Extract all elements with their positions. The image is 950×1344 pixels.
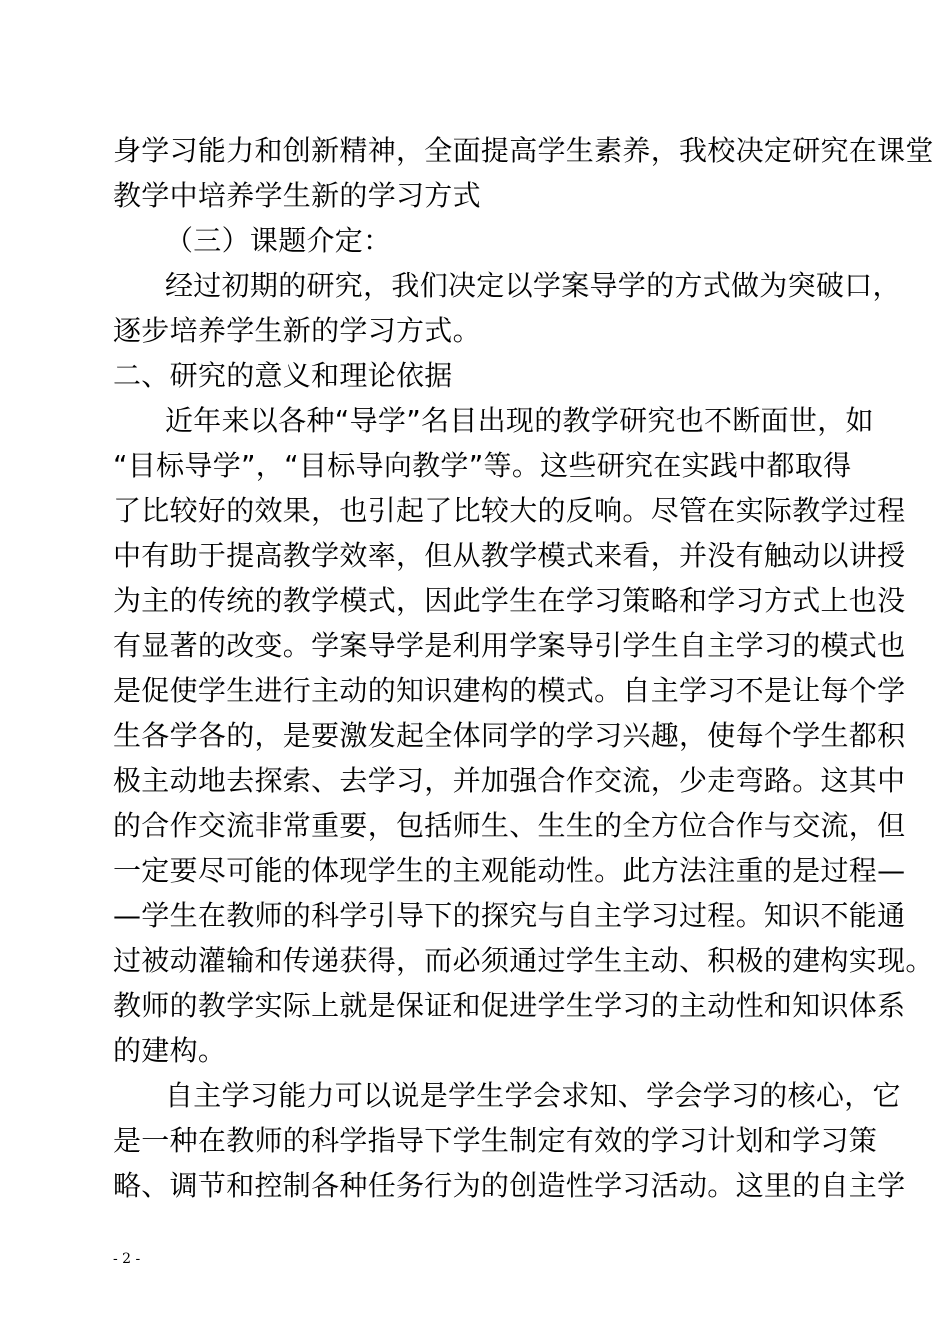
text-line: 的建构。 — [113, 1034, 227, 1067]
text-line: 是一种在教师的科学指导下学生制定有效的学习计划和学习策 — [113, 1124, 878, 1157]
text-line: 生各学各的，是要激发起全体同学的学习兴趣，使每个学生都积 — [113, 719, 906, 752]
text-line: 自主学习能力可以说是学生学会求知、学会学习的核心，它 — [165, 1079, 901, 1112]
text-line: “目标导学”，“目标导向教学”等。这些研究在实践中都取得 — [113, 449, 852, 482]
text-line: 为主的传统的教学模式，因此学生在学习策略和学习方式上也没 — [113, 584, 906, 617]
text-line: 中有助于提高教学效率，但从教学模式来看，并没有触动以讲授 — [113, 539, 906, 572]
text-line: 教学中培养学生新的学习方式 — [113, 179, 481, 212]
text-line: 经过初期的研究，我们决定以学案导学的方式做为突破口， — [165, 269, 901, 302]
text-line: 了比较好的效果，也引起了比较大的反响。尽管在实际教学过程 — [113, 494, 906, 527]
text-line: 是促使学生进行主动的知识建构的模式。自主学习不是让每个学 — [113, 674, 906, 707]
text-line: 有显著的改变。学案导学是利用学案导引学生自主学习的模式也 — [113, 629, 906, 662]
text-line: 身学习能力和创新精神，全面提高学生素养，我校决定研究在课堂 — [113, 134, 934, 167]
text-line: 一定要尽可能的体现学生的主观能动性。此方法注重的是过程— — [113, 854, 906, 887]
section-heading: （三）课题介定： — [165, 224, 392, 257]
text-line: —学生在教师的科学引导下的探究与自主学习过程。知识不能通 — [113, 899, 906, 932]
text-line: 过被动灌输和传递获得，而必须通过学生主动、积极的建构实现。 — [113, 944, 934, 977]
text-line: 逐步培养学生新的学习方式。 — [113, 314, 481, 347]
text-line: 教师的教学实际上就是保证和促进学生学习的主动性和知识体系 — [113, 989, 906, 1022]
text-line: 的合作交流非常重要，包括师生、生生的全方位合作与交流，但 — [113, 809, 906, 842]
text-line: 极主动地去探索、去学习，并加强合作交流，少走弯路。这其中 — [113, 764, 906, 797]
section-heading: 二、研究的意义和理论依据 — [113, 359, 453, 392]
text-line: 略、调节和控制各种任务行为的创造性学习活动。这里的自主学 — [113, 1169, 906, 1202]
text-line: 近年来以各种“导学”名目出现的教学研究也不断面世，如 — [165, 404, 874, 437]
page-number: - 2 - — [113, 1251, 141, 1267]
